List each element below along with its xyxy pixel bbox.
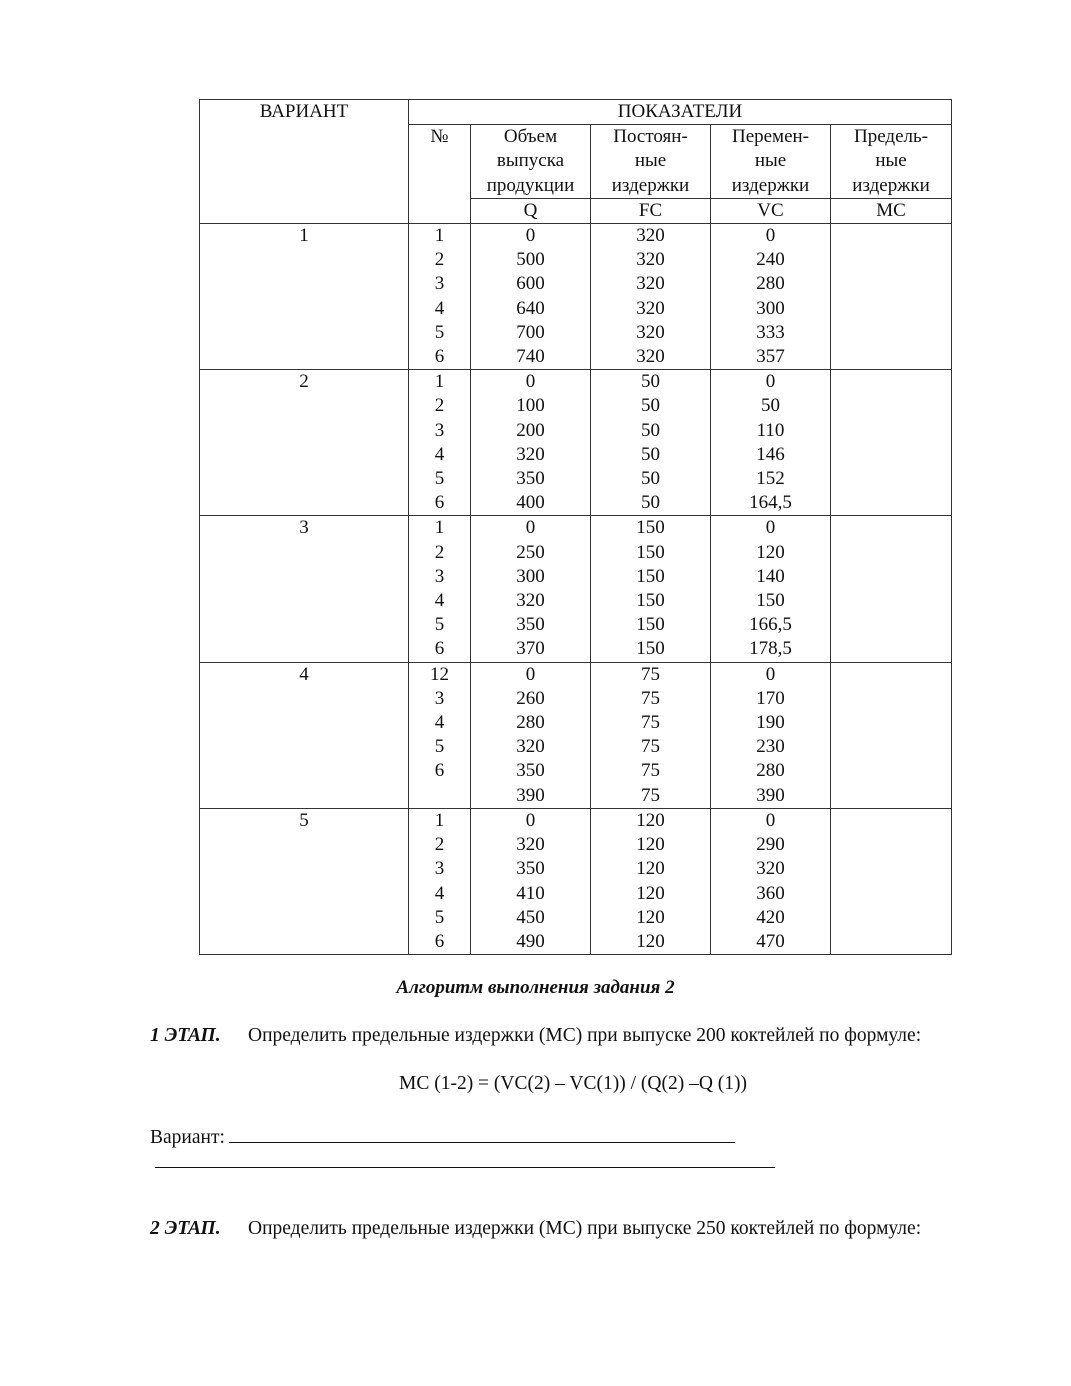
row-number-cell <box>409 516 471 662</box>
fc-value: 320 <box>636 297 665 319</box>
fc-value: 120 <box>636 858 665 880</box>
fc-value: 150 <box>636 590 665 612</box>
q-value: 280 <box>516 712 545 734</box>
stage-1-label: 1 ЭТАП. <box>150 1025 221 1046</box>
stage-1 <box>150 1025 921 1047</box>
q-cell <box>471 370 591 516</box>
variant-label: Вариант: <box>150 1127 225 1148</box>
fc-cell <box>591 224 711 370</box>
vc-value: 146 <box>756 443 785 465</box>
row-number-value: 1 <box>434 517 445 539</box>
row-number-cell <box>409 808 471 954</box>
mc-formula: МС (1-2) = (VC(2) – VC(1)) / (Q(2) –Q (1)) <box>398 1073 748 1094</box>
variant-label: 1 <box>299 225 309 247</box>
q-value: 350 <box>516 614 545 636</box>
header-text-line: Постоян- <box>613 126 688 148</box>
fc-value: 150 <box>636 541 665 563</box>
row-number-value: 3 <box>434 565 445 587</box>
q-cell <box>471 516 591 662</box>
variant-group-row <box>200 808 952 954</box>
variant-group-row <box>200 224 952 370</box>
q-value: 250 <box>516 541 545 563</box>
header-text-line: ные <box>634 150 667 172</box>
q-value: 600 <box>516 273 545 295</box>
fc-value: 150 <box>636 565 665 587</box>
vc-value: 420 <box>756 906 785 928</box>
row-number-value: 2 <box>434 395 445 417</box>
fc-cell <box>591 662 711 808</box>
variant-line <box>150 1123 735 1149</box>
fc-value: 120 <box>636 809 665 831</box>
cost-table <box>199 99 952 955</box>
vc-value: 152 <box>756 468 785 490</box>
q-value: 740 <box>516 346 545 368</box>
mc-cell[interactable] <box>831 224 952 370</box>
vc-value: 140 <box>756 565 785 587</box>
fc-value: 120 <box>636 834 665 856</box>
header-q-symbol: Q <box>471 198 591 223</box>
vc-value: 50 <box>761 395 780 417</box>
stage-2-text: Определить предельные издержки (МС) при выпуске 250 коктейлей по формуле: <box>248 1218 922 1239</box>
row-number-value: 4 <box>434 712 445 734</box>
vc-value: 230 <box>756 736 785 758</box>
vc-cell <box>711 370 831 516</box>
fc-value: 320 <box>636 249 665 271</box>
header-variant: ВАРИАНТ <box>200 100 409 224</box>
variant-number-cell <box>200 370 409 516</box>
algorithm-heading: Алгоритм выполнения задания 2 <box>396 977 675 998</box>
q-value: 260 <box>516 687 545 709</box>
vc-cell <box>711 662 831 808</box>
header-mc-symbol: MC <box>831 198 952 223</box>
row-number-value: 2 <box>434 249 445 271</box>
fc-value: 320 <box>636 321 665 343</box>
fc-value: 320 <box>636 225 665 247</box>
vc-value: 320 <box>756 858 785 880</box>
q-value: 0 <box>525 225 536 247</box>
q-value: 300 <box>516 565 545 587</box>
variant-number-cell <box>200 516 409 662</box>
vc-value: 280 <box>756 273 785 295</box>
variant-group-row <box>200 662 952 808</box>
header-text-line: издержки <box>611 174 690 196</box>
answer-line[interactable] <box>155 1167 775 1168</box>
q-value: 410 <box>516 882 545 904</box>
q-value: 490 <box>516 930 545 952</box>
stage-2 <box>150 1218 921 1240</box>
fc-value: 150 <box>636 638 665 660</box>
row-number-value: 3 <box>434 687 445 709</box>
fc-value: 50 <box>641 419 660 441</box>
q-value: 350 <box>516 858 545 880</box>
vc-value: 166,5 <box>749 614 792 636</box>
fc-value: 320 <box>636 273 665 295</box>
fc-value: 75 <box>641 736 660 758</box>
row-number-value: 4 <box>434 590 445 612</box>
vc-value: 0 <box>765 663 776 685</box>
vc-cell <box>711 516 831 662</box>
vc-value: 120 <box>756 541 785 563</box>
fc-value: 50 <box>641 468 660 490</box>
row-number-value: 5 <box>434 736 445 758</box>
row-number-value: 4 <box>434 443 445 465</box>
row-number-value: 2 <box>434 541 445 563</box>
q-value: 450 <box>516 906 545 928</box>
q-value: 400 <box>516 492 545 514</box>
row-number-value: 4 <box>434 297 445 319</box>
header-mc-title <box>831 125 952 199</box>
header-vc-symbol: VC <box>711 198 831 223</box>
header-number: № <box>409 125 471 224</box>
variant-number-cell <box>200 224 409 370</box>
fc-cell <box>591 808 711 954</box>
fc-value: 320 <box>636 346 665 368</box>
vc-value: 290 <box>756 834 785 856</box>
variant-number-cell <box>200 808 409 954</box>
header-q-title <box>471 125 591 199</box>
vc-value: 0 <box>765 809 776 831</box>
variant-label: 5 <box>299 809 309 831</box>
header-text-line: издержки <box>731 174 810 196</box>
row-number-value: 6 <box>434 492 445 514</box>
vc-value: 164,5 <box>749 492 792 514</box>
fc-value: 120 <box>636 906 665 928</box>
mc-cell[interactable] <box>831 370 952 516</box>
row-number-value: 6 <box>434 346 445 368</box>
header-text-line: Перемен- <box>731 126 810 148</box>
vc-value: 0 <box>765 225 776 247</box>
header-text-line: продукции <box>486 174 575 196</box>
vc-cell <box>711 808 831 954</box>
header-fc-title <box>591 125 711 199</box>
vc-value: 170 <box>756 687 785 709</box>
header-text-line: издержки <box>852 174 930 196</box>
row-number-value: 12 <box>430 663 449 685</box>
vc-value: 110 <box>756 419 785 441</box>
q-value: 0 <box>525 517 536 539</box>
row-number-value <box>409 784 470 808</box>
mc-cell[interactable] <box>831 662 952 808</box>
variant-label: 2 <box>299 371 309 393</box>
fc-value: 50 <box>641 371 660 393</box>
fc-value: 75 <box>641 687 660 709</box>
row-number-cell <box>409 370 471 516</box>
row-number-cell <box>409 224 471 370</box>
vc-value: 0 <box>765 371 776 393</box>
row-number-value: 6 <box>434 760 445 782</box>
header-indicators: ПОКАЗАТЕЛИ <box>409 100 952 125</box>
mc-cell[interactable] <box>831 516 952 662</box>
q-cell <box>471 224 591 370</box>
q-value: 200 <box>516 419 545 441</box>
variant-label: 3 <box>299 517 309 539</box>
vc-value: 150 <box>756 590 785 612</box>
fc-value: 75 <box>641 712 660 734</box>
vc-value: 333 <box>756 321 785 343</box>
q-value: 320 <box>516 590 545 612</box>
q-value: 370 <box>516 638 545 660</box>
row-number-value: 5 <box>434 321 445 343</box>
q-value: 390 <box>516 784 545 806</box>
q-cell <box>471 808 591 954</box>
stage-1-text: Определить предельные издержки (МС) при выпуске 200 коктейлей по формуле: <box>248 1025 922 1046</box>
q-value: 350 <box>516 760 545 782</box>
vc-value: 360 <box>756 882 785 904</box>
variant-number-cell <box>200 662 409 808</box>
fc-value: 150 <box>636 614 665 636</box>
fc-value: 75 <box>641 784 660 806</box>
header-vc-title <box>711 125 831 199</box>
variant-group-row <box>200 370 952 516</box>
fc-cell <box>591 516 711 662</box>
row-number-value: 1 <box>434 809 445 831</box>
vc-value: 0 <box>765 517 776 539</box>
header-text-line: Предель- <box>854 126 929 148</box>
fc-value: 50 <box>641 443 660 465</box>
mc-cell[interactable] <box>831 808 952 954</box>
q-value: 100 <box>516 395 545 417</box>
vc-value: 390 <box>756 784 785 806</box>
q-value: 640 <box>516 297 545 319</box>
vc-value: 300 <box>756 297 785 319</box>
row-number-value: 3 <box>434 858 445 880</box>
q-value: 500 <box>516 249 545 271</box>
vc-value: 190 <box>756 712 785 734</box>
fc-cell <box>591 370 711 516</box>
row-number-value: 4 <box>434 882 445 904</box>
fc-value: 120 <box>636 882 665 904</box>
header-text-line: выпуска <box>496 150 565 172</box>
stage-2-label: 2 ЭТАП. <box>150 1218 221 1239</box>
row-number-value: 2 <box>434 834 445 856</box>
vc-value: 357 <box>756 346 785 368</box>
vc-value: 240 <box>756 249 785 271</box>
q-value: 320 <box>516 834 545 856</box>
vc-value: 280 <box>756 760 785 782</box>
row-number-value: 5 <box>434 468 445 490</box>
q-value: 0 <box>525 809 536 831</box>
row-number-value: 1 <box>434 371 445 393</box>
vc-value: 178,5 <box>749 638 792 660</box>
row-number-value: 3 <box>434 419 445 441</box>
header-text-line: Объем <box>503 126 558 148</box>
q-value: 320 <box>516 443 545 465</box>
q-value: 0 <box>525 663 536 685</box>
header-fc-symbol: FC <box>591 198 711 223</box>
fc-value: 120 <box>636 930 665 952</box>
row-number-value: 1 <box>434 225 445 247</box>
row-number-value: 6 <box>434 638 445 660</box>
q-value: 320 <box>516 736 545 758</box>
fc-value: 75 <box>641 760 660 782</box>
row-number-cell <box>409 662 471 808</box>
header-text-line: ные <box>875 150 907 172</box>
fc-value: 150 <box>636 517 665 539</box>
header-text-line: ные <box>754 150 787 172</box>
variant-answer-field[interactable] <box>229 1123 735 1143</box>
fc-value: 75 <box>641 663 660 685</box>
q-cell <box>471 662 591 808</box>
q-value: 700 <box>516 321 545 343</box>
row-number-value: 5 <box>434 906 445 928</box>
fc-value: 50 <box>641 492 660 514</box>
row-number-value: 6 <box>434 930 445 952</box>
vc-cell <box>711 224 831 370</box>
variant-group-row <box>200 516 952 662</box>
fc-value: 50 <box>641 395 660 417</box>
row-number-value: 5 <box>434 614 445 636</box>
row-number-value: 3 <box>434 273 445 295</box>
q-value: 350 <box>516 468 545 490</box>
vc-value: 470 <box>756 930 785 952</box>
q-value: 0 <box>525 371 536 393</box>
variant-label: 4 <box>299 663 309 685</box>
